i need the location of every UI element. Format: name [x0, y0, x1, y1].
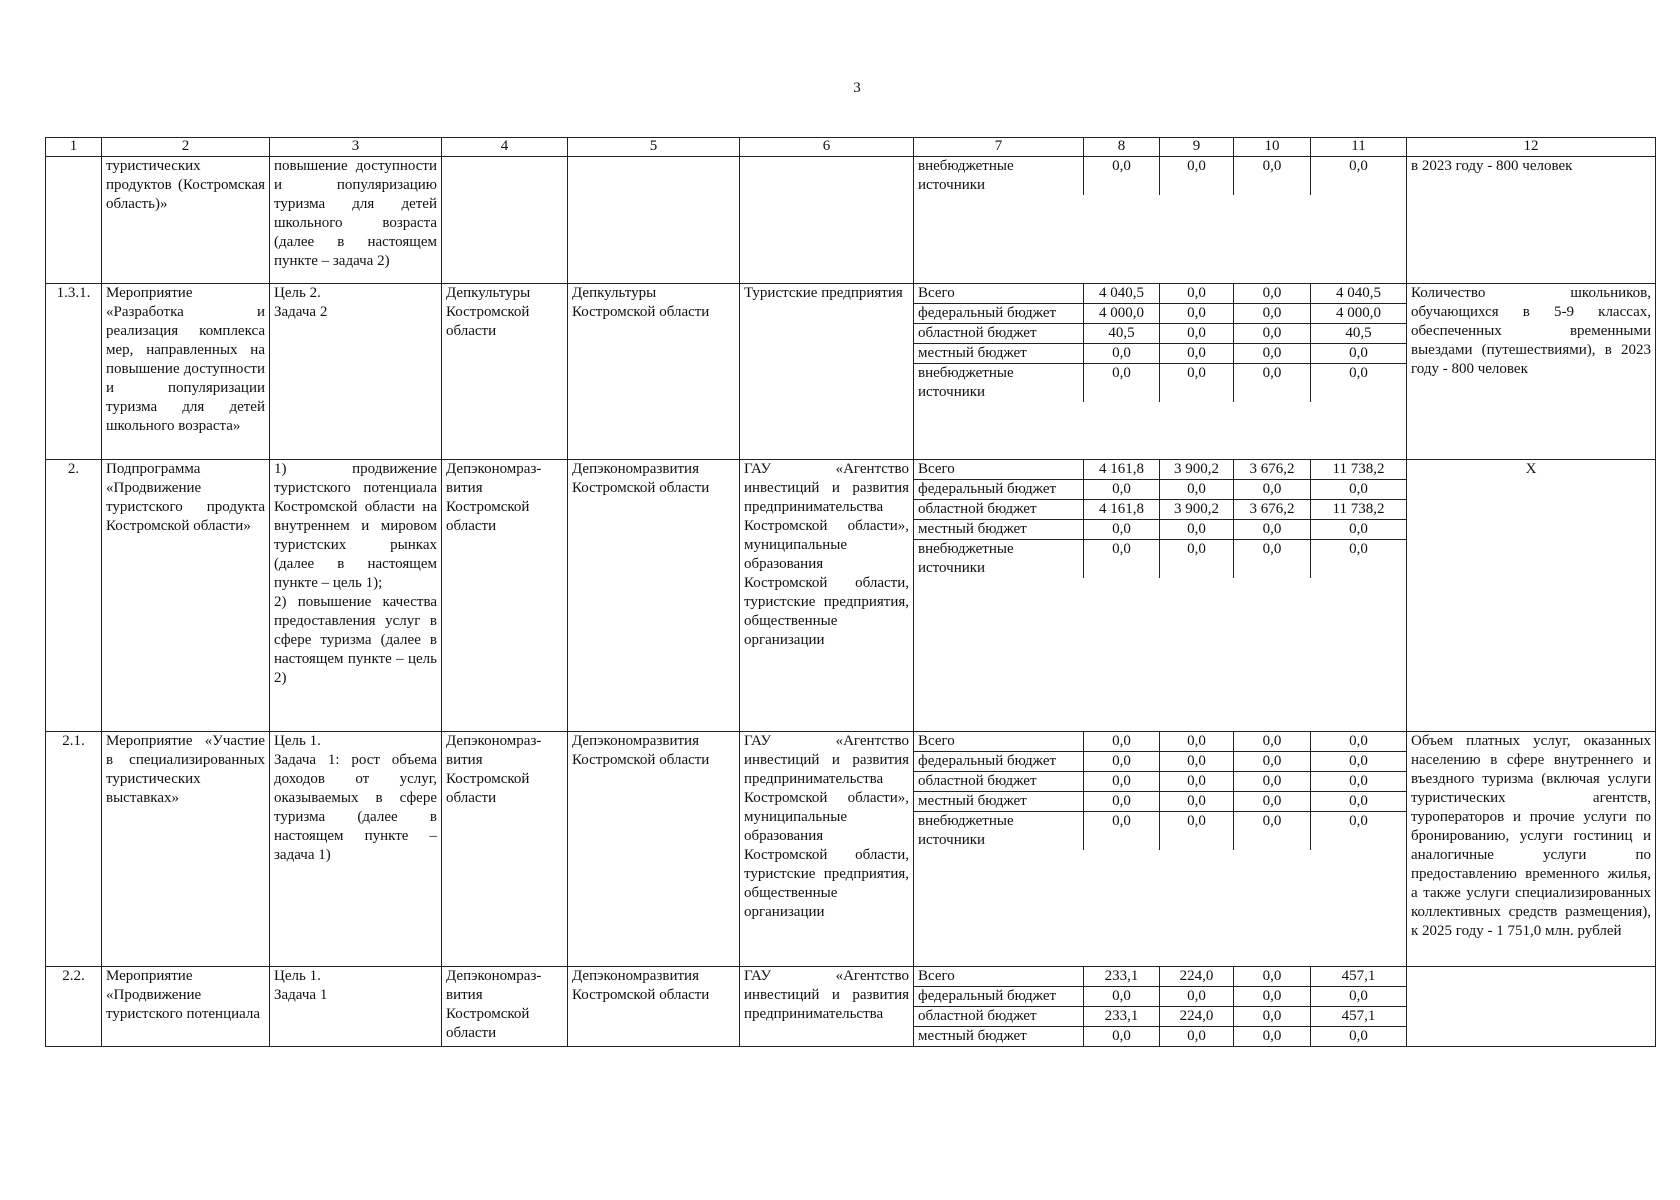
financing-sources	[914, 732, 1406, 850]
funding-value-v8: 0,0	[1084, 540, 1160, 578]
funding-value-v9: 0,0	[1160, 520, 1234, 540]
target-result: Объем платных услуг, оказанных населению в сфере внутреннего и въездного туризма (включая услуги туристических агентств, туроператоров и прочие услуги по бронированию, услуги гостиниц и аналогичные услуги по предоставлению временного жилья, а также услуги специализированных коллективных средств размещения), к 2025 году - 1 751,0 млн. рублей	[1407, 732, 1656, 967]
funding-source: местный бюджет	[914, 344, 1084, 364]
table-row	[46, 732, 1656, 967]
funding-value-v11: 0,0	[1311, 157, 1407, 195]
target-result: Количество школьников, обучающихся в 5-9 классах, обеспеченных временными выездами (путешествиями), в 2023 году - 800 человек	[1407, 284, 1656, 460]
funding-value-v9: 3 900,2	[1160, 460, 1234, 480]
funding-value-v9: 0,0	[1160, 987, 1234, 1007]
funding-value-v9: 0,0	[1160, 284, 1234, 304]
funding-value-v10: 0,0	[1234, 364, 1311, 402]
funding-source: местный бюджет	[914, 520, 1084, 540]
funding-value-v8: 0,0	[1084, 157, 1160, 195]
funding-value-v11: 0,0	[1311, 480, 1407, 500]
funding-value-v8: 4 040,5	[1084, 284, 1160, 304]
funding-value-v10: 0,0	[1234, 304, 1311, 324]
funding-value-v11: 0,0	[1311, 364, 1407, 402]
event-name: Мероприятие «Продвижение туристского потенциала	[102, 967, 270, 1047]
financing-grid	[914, 460, 1407, 732]
funding-value-v11: 457,1	[1311, 1007, 1407, 1027]
goal-task: 1) продвижение туристского потенциала Костромской области на внутреннем и мировом туристских рынках (далее в настоящем пункте – цель 1); 2) повышение качества предоставления услуг в сфере туризма (далее в настоящем пункте – цель 2)	[270, 460, 442, 732]
funding-value-v8: 4 000,0	[1084, 304, 1160, 324]
financing-grid	[914, 732, 1407, 967]
funding-value-v11: 0,0	[1311, 752, 1407, 772]
header-col-1: 1	[46, 138, 102, 157]
financing-sources	[914, 967, 1406, 1046]
executor: Депэкономразвития Костромской области	[568, 732, 740, 967]
header-col-5: 5	[568, 138, 740, 157]
executor: Депэкономразвития Костромской области	[568, 460, 740, 732]
funding-value-v9: 0,0	[1160, 752, 1234, 772]
funding-source: федеральный бюджет	[914, 480, 1084, 500]
funding-value-v11: 4 000,0	[1311, 304, 1407, 324]
financing-sources	[914, 157, 1406, 195]
funding-value-v11: 4 040,5	[1311, 284, 1407, 304]
responsible-executor: Депэкономраз-вития Костромской области	[442, 967, 568, 1047]
table-row	[46, 460, 1656, 732]
goal-task: Цель 1. Задача 1: рост объема доходов от услуг, оказываемых в сфере туризма (далее в настоящем пункте – задача 1)	[270, 732, 442, 967]
executor: Депкультуры Костромской области	[568, 284, 740, 460]
funding-source: федеральный бюджет	[914, 987, 1084, 1007]
funding-value-v11: 0,0	[1311, 1027, 1407, 1046]
funding-value-v11: 0,0	[1311, 987, 1407, 1007]
header-col-10: 10	[1234, 138, 1311, 157]
funding-value-v11: 0,0	[1311, 812, 1407, 850]
program-table-container	[45, 137, 1655, 1047]
funding-value-v10: 0,0	[1234, 987, 1311, 1007]
funding-value-v9: 0,0	[1160, 344, 1234, 364]
funding-value-v11: 0,0	[1311, 772, 1407, 792]
funding-value-v10: 0,0	[1234, 157, 1311, 195]
header-col-4: 4	[442, 138, 568, 157]
funding-value-v9: 0,0	[1160, 157, 1234, 195]
header-col-2: 2	[102, 138, 270, 157]
header-col-8: 8	[1084, 138, 1160, 157]
funding-source: Всего	[914, 284, 1084, 304]
goal-task: Цель 1. Задача 1	[270, 967, 442, 1047]
row-number: 2.	[46, 460, 102, 732]
funding-value-v9: 224,0	[1160, 1007, 1234, 1027]
responsible-executor: Депэкономраз-вития Костромской области	[442, 732, 568, 967]
funding-value-v11: 0,0	[1311, 732, 1407, 752]
funding-value-v11: 11 738,2	[1311, 460, 1407, 480]
funding-source: Всего	[914, 967, 1084, 987]
funding-source: внебюджетные источники	[914, 812, 1084, 850]
funding-value-v8: 40,5	[1084, 324, 1160, 344]
funding-value-v9: 0,0	[1160, 540, 1234, 578]
table-row	[46, 967, 1656, 1047]
funding-value-v8: 233,1	[1084, 1007, 1160, 1027]
funding-value-v10: 0,0	[1234, 1027, 1311, 1046]
funding-value-v8: 0,0	[1084, 772, 1160, 792]
funding-source: местный бюджет	[914, 1027, 1084, 1046]
funding-value-v10: 3 676,2	[1234, 500, 1311, 520]
funding-value-v8: 233,1	[1084, 967, 1160, 987]
funding-value-v10: 0,0	[1234, 324, 1311, 344]
header-col-12: 12	[1407, 138, 1656, 157]
financing-grid	[914, 284, 1407, 460]
financing-grid	[914, 157, 1407, 284]
funding-source: Всего	[914, 732, 1084, 752]
funding-source: федеральный бюджет	[914, 304, 1084, 324]
funding-value-v9: 0,0	[1160, 1027, 1234, 1046]
funding-value-v9: 0,0	[1160, 812, 1234, 850]
financing-sources	[914, 284, 1406, 402]
financing-sources	[914, 460, 1406, 578]
funding-value-v9: 3 900,2	[1160, 500, 1234, 520]
funding-source: областной бюджет	[914, 324, 1084, 344]
goal-task: повышение доступности и популяризацию туризма для детей школьного возраста (далее в настоящем пункте – задача 2)	[270, 157, 442, 284]
funding-value-v8: 0,0	[1084, 987, 1160, 1007]
funding-value-v8: 0,0	[1084, 1027, 1160, 1046]
funding-value-v10: 0,0	[1234, 344, 1311, 364]
funding-value-v9: 0,0	[1160, 772, 1234, 792]
participants: ГАУ «Агентство инвестиций и развития предпринимательства Костромской области», муниципальные образования Костромской области, туристские предприятия, общественные организации	[740, 732, 914, 967]
funding-source: местный бюджет	[914, 792, 1084, 812]
funding-value-v8: 0,0	[1084, 364, 1160, 402]
funding-value-v10: 0,0	[1234, 732, 1311, 752]
target-result: Х	[1407, 460, 1656, 732]
funding-value-v9: 0,0	[1160, 304, 1234, 324]
funding-value-v10: 0,0	[1234, 1007, 1311, 1027]
executor	[568, 157, 740, 284]
funding-value-v10: 0,0	[1234, 540, 1311, 578]
participants: ГАУ «Агентство инвестиций и развития предпринимательства Костромской области», муниципальные образования Костромской области, туристские предприятия, общественные организации	[740, 460, 914, 732]
funding-source: внебюджетные источники	[914, 157, 1084, 195]
funding-source: областной бюджет	[914, 772, 1084, 792]
target-result: в 2023 году - 800 человек	[1407, 157, 1656, 284]
funding-source: Всего	[914, 460, 1084, 480]
funding-source: внебюджетные источники	[914, 364, 1084, 402]
funding-value-v10: 3 676,2	[1234, 460, 1311, 480]
row-number: 1.3.1.	[46, 284, 102, 460]
funding-value-v11: 0,0	[1311, 792, 1407, 812]
page-number: 3	[853, 80, 861, 96]
funding-value-v10: 0,0	[1234, 480, 1311, 500]
funding-value-v9: 0,0	[1160, 364, 1234, 402]
participants	[740, 157, 914, 284]
funding-value-v10: 0,0	[1234, 520, 1311, 540]
funding-value-v9: 0,0	[1160, 792, 1234, 812]
participants: ГАУ «Агентство инвестиций и развития предпринимательства	[740, 967, 914, 1047]
funding-value-v9: 0,0	[1160, 480, 1234, 500]
header-col-9: 9	[1160, 138, 1234, 157]
funding-value-v10: 0,0	[1234, 284, 1311, 304]
financing-grid	[914, 967, 1407, 1047]
responsible-executor: Депкультуры Костромской области	[442, 284, 568, 460]
goal-task: Цель 2. Задача 2	[270, 284, 442, 460]
funding-value-v8: 0,0	[1084, 520, 1160, 540]
funding-value-v11: 0,0	[1311, 344, 1407, 364]
executor: Депэкономразвития Костромской области	[568, 967, 740, 1047]
funding-value-v11: 0,0	[1311, 520, 1407, 540]
funding-value-v8: 4 161,8	[1084, 500, 1160, 520]
header-col-11: 11	[1311, 138, 1407, 157]
funding-value-v11: 11 738,2	[1311, 500, 1407, 520]
funding-value-v10: 0,0	[1234, 812, 1311, 850]
responsible-executor	[442, 157, 568, 284]
funding-value-v9: 224,0	[1160, 967, 1234, 987]
funding-value-v8: 0,0	[1084, 732, 1160, 752]
table-row	[46, 157, 1656, 284]
row-number: 2.1.	[46, 732, 102, 967]
table-row	[46, 284, 1656, 460]
funding-value-v8: 0,0	[1084, 792, 1160, 812]
funding-value-v8: 0,0	[1084, 344, 1160, 364]
funding-value-v10: 0,0	[1234, 752, 1311, 772]
header-row	[46, 138, 1656, 157]
funding-value-v8: 4 161,8	[1084, 460, 1160, 480]
funding-source: областной бюджет	[914, 1007, 1084, 1027]
funding-value-v8: 0,0	[1084, 812, 1160, 850]
funding-value-v11: 457,1	[1311, 967, 1407, 987]
target-result	[1407, 967, 1656, 1047]
responsible-executor: Депэкономраз-вития Костромской области	[442, 460, 568, 732]
funding-value-v10: 0,0	[1234, 792, 1311, 812]
funding-source: внебюджетные источники	[914, 540, 1084, 578]
event-name: Подпрограмма «Продвижение туристского продукта Костромской области»	[102, 460, 270, 732]
funding-source: федеральный бюджет	[914, 752, 1084, 772]
header-col-7: 7	[914, 138, 1084, 157]
row-number	[46, 157, 102, 284]
funding-value-v11: 40,5	[1311, 324, 1407, 344]
funding-value-v9: 0,0	[1160, 324, 1234, 344]
funding-value-v10: 0,0	[1234, 967, 1311, 987]
header-col-6: 6	[740, 138, 914, 157]
funding-value-v8: 0,0	[1084, 480, 1160, 500]
event-name: Мероприятие «Разработка и реализация комплекса мер, направленных на повышение доступности и популяризации туризма для детей школьного возраста»	[102, 284, 270, 460]
funding-value-v10: 0,0	[1234, 772, 1311, 792]
funding-source: областной бюджет	[914, 500, 1084, 520]
funding-value-v8: 0,0	[1084, 752, 1160, 772]
header-col-3: 3	[270, 138, 442, 157]
event-name: туристических продуктов (Костромская область)»	[102, 157, 270, 284]
program-table	[45, 137, 1656, 1047]
funding-value-v9: 0,0	[1160, 732, 1234, 752]
event-name: Мероприятие «Участие в специализированных туристических выставках»	[102, 732, 270, 967]
funding-value-v11: 0,0	[1311, 540, 1407, 578]
participants: Туристские предприятия	[740, 284, 914, 460]
row-number: 2.2.	[46, 967, 102, 1047]
